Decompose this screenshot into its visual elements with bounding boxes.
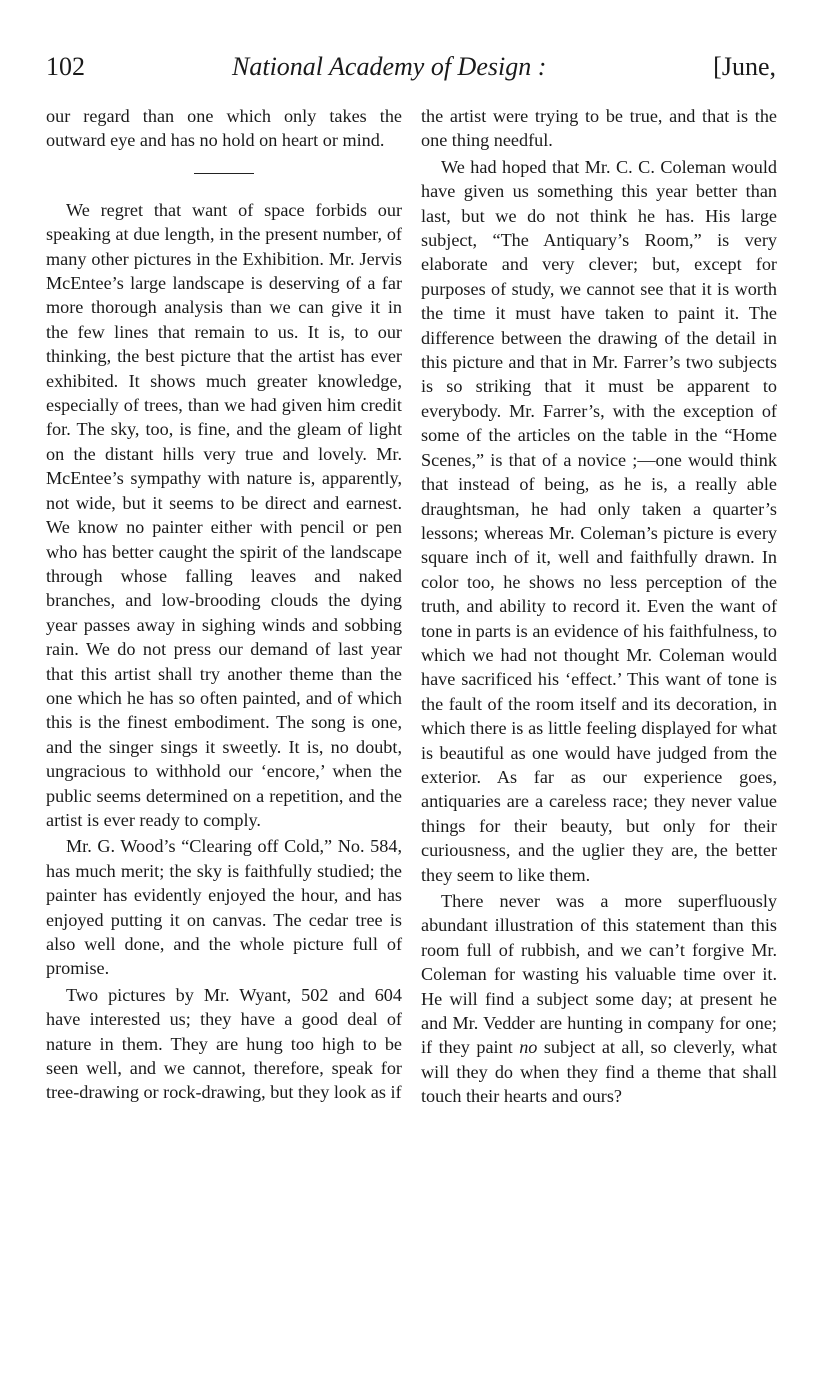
paragraph-coleman: We had hoped that Mr. C. C. Coleman would have given us something this year better than last, but we do not think he has. His large subject, “The Antiquary’s Room,” is very elaborate and very clever; but, except for purposes of study, we cannot see that it is worth the time it must have taken to paint it. The difference between the drawing of the detail in this picture and that in Mr. Farrer’s two subjects is so striking that it must be apparent to everybody. Mr. Farrer’s, with the exception of some of the articles on the table in the “Home Scenes,” is that of a novice ;—one would think that instead of being, as he is, a really able draughtsman, he had only taken a quarter’s lessons; whereas Mr. Coleman’s picture is every square inch of it, well and faithfully drawn. In color too, he shows no less perception of the truth, and ability to record it. Even the want of tone in parts is an evidence of his faithfulness, to which we had not thought Mr. Coleman would have sacrificed his ‘effect.’ This want of tone is the fault of the room itself and its decoration, in which there is as little feeling displayed for what is beautiful as one would have judged from the exterior. As far as our experience goes, antiquaries are a careless race; they never value things for their beauty, but only for their curiousness, and the uglier they are, the better they seem to like them. — [421, 156, 777, 885]
paragraph-wyant: Two pictures by Mr. Wyant, 502 and 604 have interested us; they have a good deal of nature in them. They are hung too high to be seen well, and we cannot, therefore, speak for tree-drawing or rock-drawing, but they look as if — [46, 984, 402, 1103]
emphasis-text: no — [519, 1037, 538, 1058]
paragraph-wood: Mr. G. Wood’s “Clearing off Cold,” No. 584, has much merit; the sky is faithfully studied; the painter has evidently enjoyed the hour, and has enjoyed putting it on canvas. The cedar tree is also well done, and the whole picture full of promise. — [46, 836, 402, 979]
left-column — [46, 104, 402, 1105]
journal-title: National Academy of Design : — [232, 52, 547, 81]
paragraph-continuation: our regard than one which only takes the outward eye and has no hold on heart or mind. — [46, 106, 402, 151]
issue-month: [June, — [713, 52, 776, 81]
paragraph-text: There never was a more superfluously abundant illustration of this statement than this room full of rubbish, and we can’t forgive Mr. Coleman for wasting his valuable time over it. He will find a subject some day; at present he and Mr. Vedder are hunting in company for one; if they paint — [421, 891, 777, 1058]
paragraph-rubbish — [421, 889, 777, 1109]
right-column — [421, 104, 777, 1109]
running-head — [46, 52, 776, 92]
paragraph-text: subject at all, so cleverly, what will they do when they find a theme that shall touch their hearts and ours? — [421, 1037, 777, 1107]
section-divider — [194, 173, 254, 174]
paragraph-continuation: the artist were trying to be true, and that is the one thing needful. — [421, 106, 777, 151]
paragraph-mcentee: We regret that want of space forbids our speaking at due length, in the present number, of many other pictures in the Exhibition. Mr. Jervis McEntee’s large landscape is deserving of a far more thorough analysis than we can give it in the few lines that remain to us. It is, to our thinking, the best picture that the artist has ever exhibited. It shows much greater knowledge, especially of trees, than we had given him credit for. The sky, too, is fine, and the gleam of light on the distant hills very true and lovely. Mr. McEntee’s sympathy with nature is, apparently, not wide, but it seems to be direct and earnest. We know no painter either with pencil or pen who has better caught the spirit of the landscape through whose falling leaves and naked branches, and low-brooding clouds the dying year passes away in sighing winds and sobbing rain. We do not press our demand of last year that this artist shall try another theme than the one which he has so often painted, and of which this is the finest embodiment. The song is one, and the singer sings it sweetly. It is, no doubt, ungracious to withhold our ‘encore,’ when the public seems determined on a repetition, and the artist is ever ready to comply. — [46, 199, 402, 830]
page-number: 102 — [46, 52, 85, 81]
